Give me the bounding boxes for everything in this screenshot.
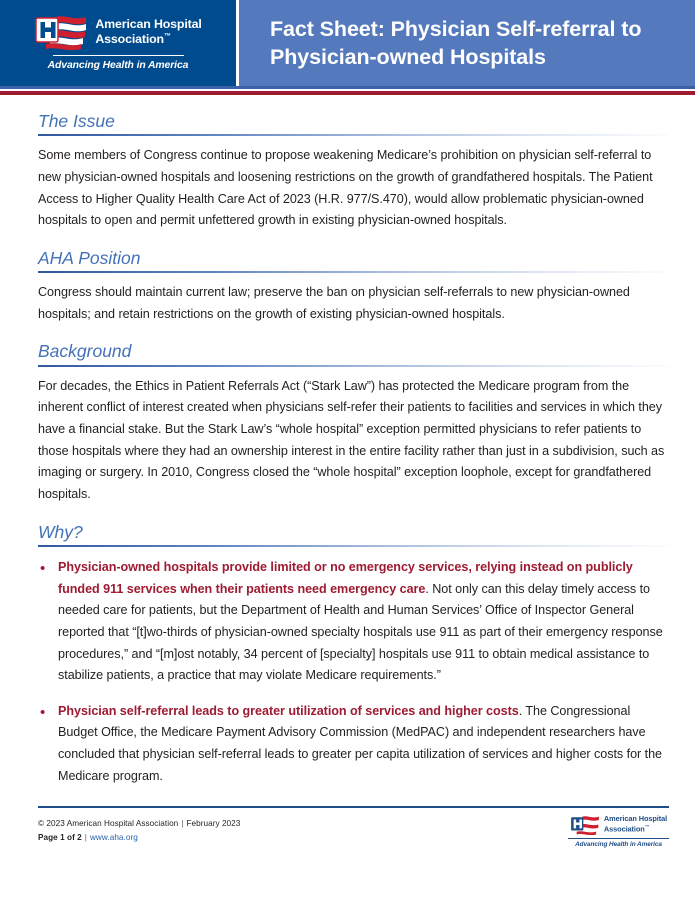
footer-aha-wordmark [604, 815, 667, 834]
section-heading-the-issue: The Issue [38, 111, 115, 131]
section-rule-aha-position [38, 271, 669, 273]
list-item-text [58, 557, 669, 687]
footer-inner [38, 814, 669, 850]
list-item-rest: . The Congressional Budget Office, the Medicare Payment Advisory Commission (MedPAC) and independent researchers have concluded that physician self-referral leads to greater per capita utilization of services and higher costs for the Medicare program. [58, 703, 662, 783]
section-rule-background [38, 365, 669, 367]
footer-aha-trademark-symbol: ™ [644, 824, 650, 830]
footer-aha-logo [568, 815, 669, 848]
list-item-text [58, 701, 669, 788]
paragraph: For decades, the Ethics in Patient Referrals Act (“Stark Law”) has protected the Medicare program from the inherent conflict of interest created when physicians self-refer their patients to facilities and services in which they have a financial stake. But the Stark Law’s “whole hospital” exception permitted physicians to refer patients to those hospitals where they had an ownership interest in the entire facility rather than just in a subdivision, such as imaging or surgery. In 2010, Congress closed the “whole hospital” exception loophole, except for grandfathered hospitals. [38, 378, 665, 501]
footer-url-link[interactable]: www.aha.org [89, 832, 138, 842]
footer-aha-logo-top [570, 815, 667, 835]
footer-page-number: Page 1 of 2 [38, 832, 82, 842]
footer-aha-logo-tagline: Advancing Health in America [575, 841, 662, 848]
footer-aha-line1: American Hospital [603, 814, 668, 824]
section-heading-why: Why? [38, 521, 83, 542]
aha-trademark-symbol: ™ [163, 32, 171, 40]
aha-flag-h-icon [570, 815, 600, 835]
page-title: Fact Sheet: Physician Self-referral to Physician-owned Hospitals [270, 16, 642, 69]
footer-page-line [38, 831, 240, 845]
page-header [0, 0, 695, 86]
section-rule-the-issue [38, 134, 669, 136]
list-item-lead: Physician-owned hospitals provide limited or no emergency services, relying instead on publicly funded 911 services when their patients need emergency care [58, 559, 633, 596]
section-the-issue [38, 95, 669, 232]
aha-logo-line2: Association™ [95, 31, 171, 46]
section-heading-background: Background [38, 341, 132, 362]
aha-flag-h-icon [34, 14, 88, 50]
section-why [38, 506, 669, 788]
aha-logo-wordmark [95, 17, 201, 46]
list-item-lead: Physician self-referral leads to greater utilization of services and higher costs [58, 703, 519, 718]
aha-logo-top [34, 14, 201, 50]
aha-logo-tagline: Advancing Health in America [47, 59, 189, 71]
footer-text [38, 817, 240, 844]
list-item-rest: . Not only can this delay timely access to needed care for patients, but the Department of Health and Human Services’ Office of Inspector General reported that “[t]wo-thirds of physician-owned specialty hospitals use 911 as part of their emergency response procedures,” and “[m]ost notably, 34 percent of [specialty] hospitals use 911 to obtain medical assistance to stabilize patients, a practice that may violate Medicare requirements.” [58, 581, 663, 683]
section-heading-aha-position: AHA Position [38, 247, 141, 268]
section-aha-position [38, 232, 669, 326]
list-item [38, 701, 669, 788]
footer-rule [38, 806, 669, 808]
footer-aha-line2: Association™ [603, 824, 650, 834]
why-bullet-list [38, 548, 669, 788]
footer-copyright-line [38, 817, 240, 831]
list-item [38, 557, 669, 687]
footer-separator: | [84, 832, 87, 842]
bullet-marker-icon: • [40, 559, 46, 577]
section-body-the-issue [38, 137, 669, 232]
footer-separator: | [181, 819, 184, 828]
page-footer [0, 806, 695, 900]
paragraph: Congress should maintain current law; preserve the ban on physician self-referrals to new physician-owned hospitals; and retain restrictions on the growth of existing physician-owned hospitals. [38, 285, 630, 321]
paragraph: Some members of Congress continue to propose weakening Medicare’s prohibition on physician self-referral to new physician-owned hospitals and loosening restrictions on the growth of grandfathered hospitals. The Patient Access to Higher Quality Health Care Act of 2023 (H.R. 977/S.470), would allow problematic physician-owned hospitals to open and permit unfettered growth in existing physician-owned hospitals. [38, 148, 653, 228]
header-logo-panel [0, 0, 236, 86]
section-body-aha-position [38, 274, 669, 325]
footer-aha-logo-divider [568, 838, 669, 839]
document-content [0, 95, 695, 787]
aha-logo-divider [53, 55, 184, 56]
header-title-panel [239, 0, 695, 86]
aha-logo-line1: American Hospital [95, 16, 202, 31]
section-rule-why [38, 545, 669, 547]
footer-date: February 2023 [186, 819, 241, 828]
aha-logo [34, 14, 201, 71]
section-body-background [38, 368, 669, 506]
section-background [38, 325, 669, 505]
footer-copyright: © 2023 American Hospital Association [38, 819, 179, 828]
bullet-marker-icon: • [40, 703, 46, 721]
